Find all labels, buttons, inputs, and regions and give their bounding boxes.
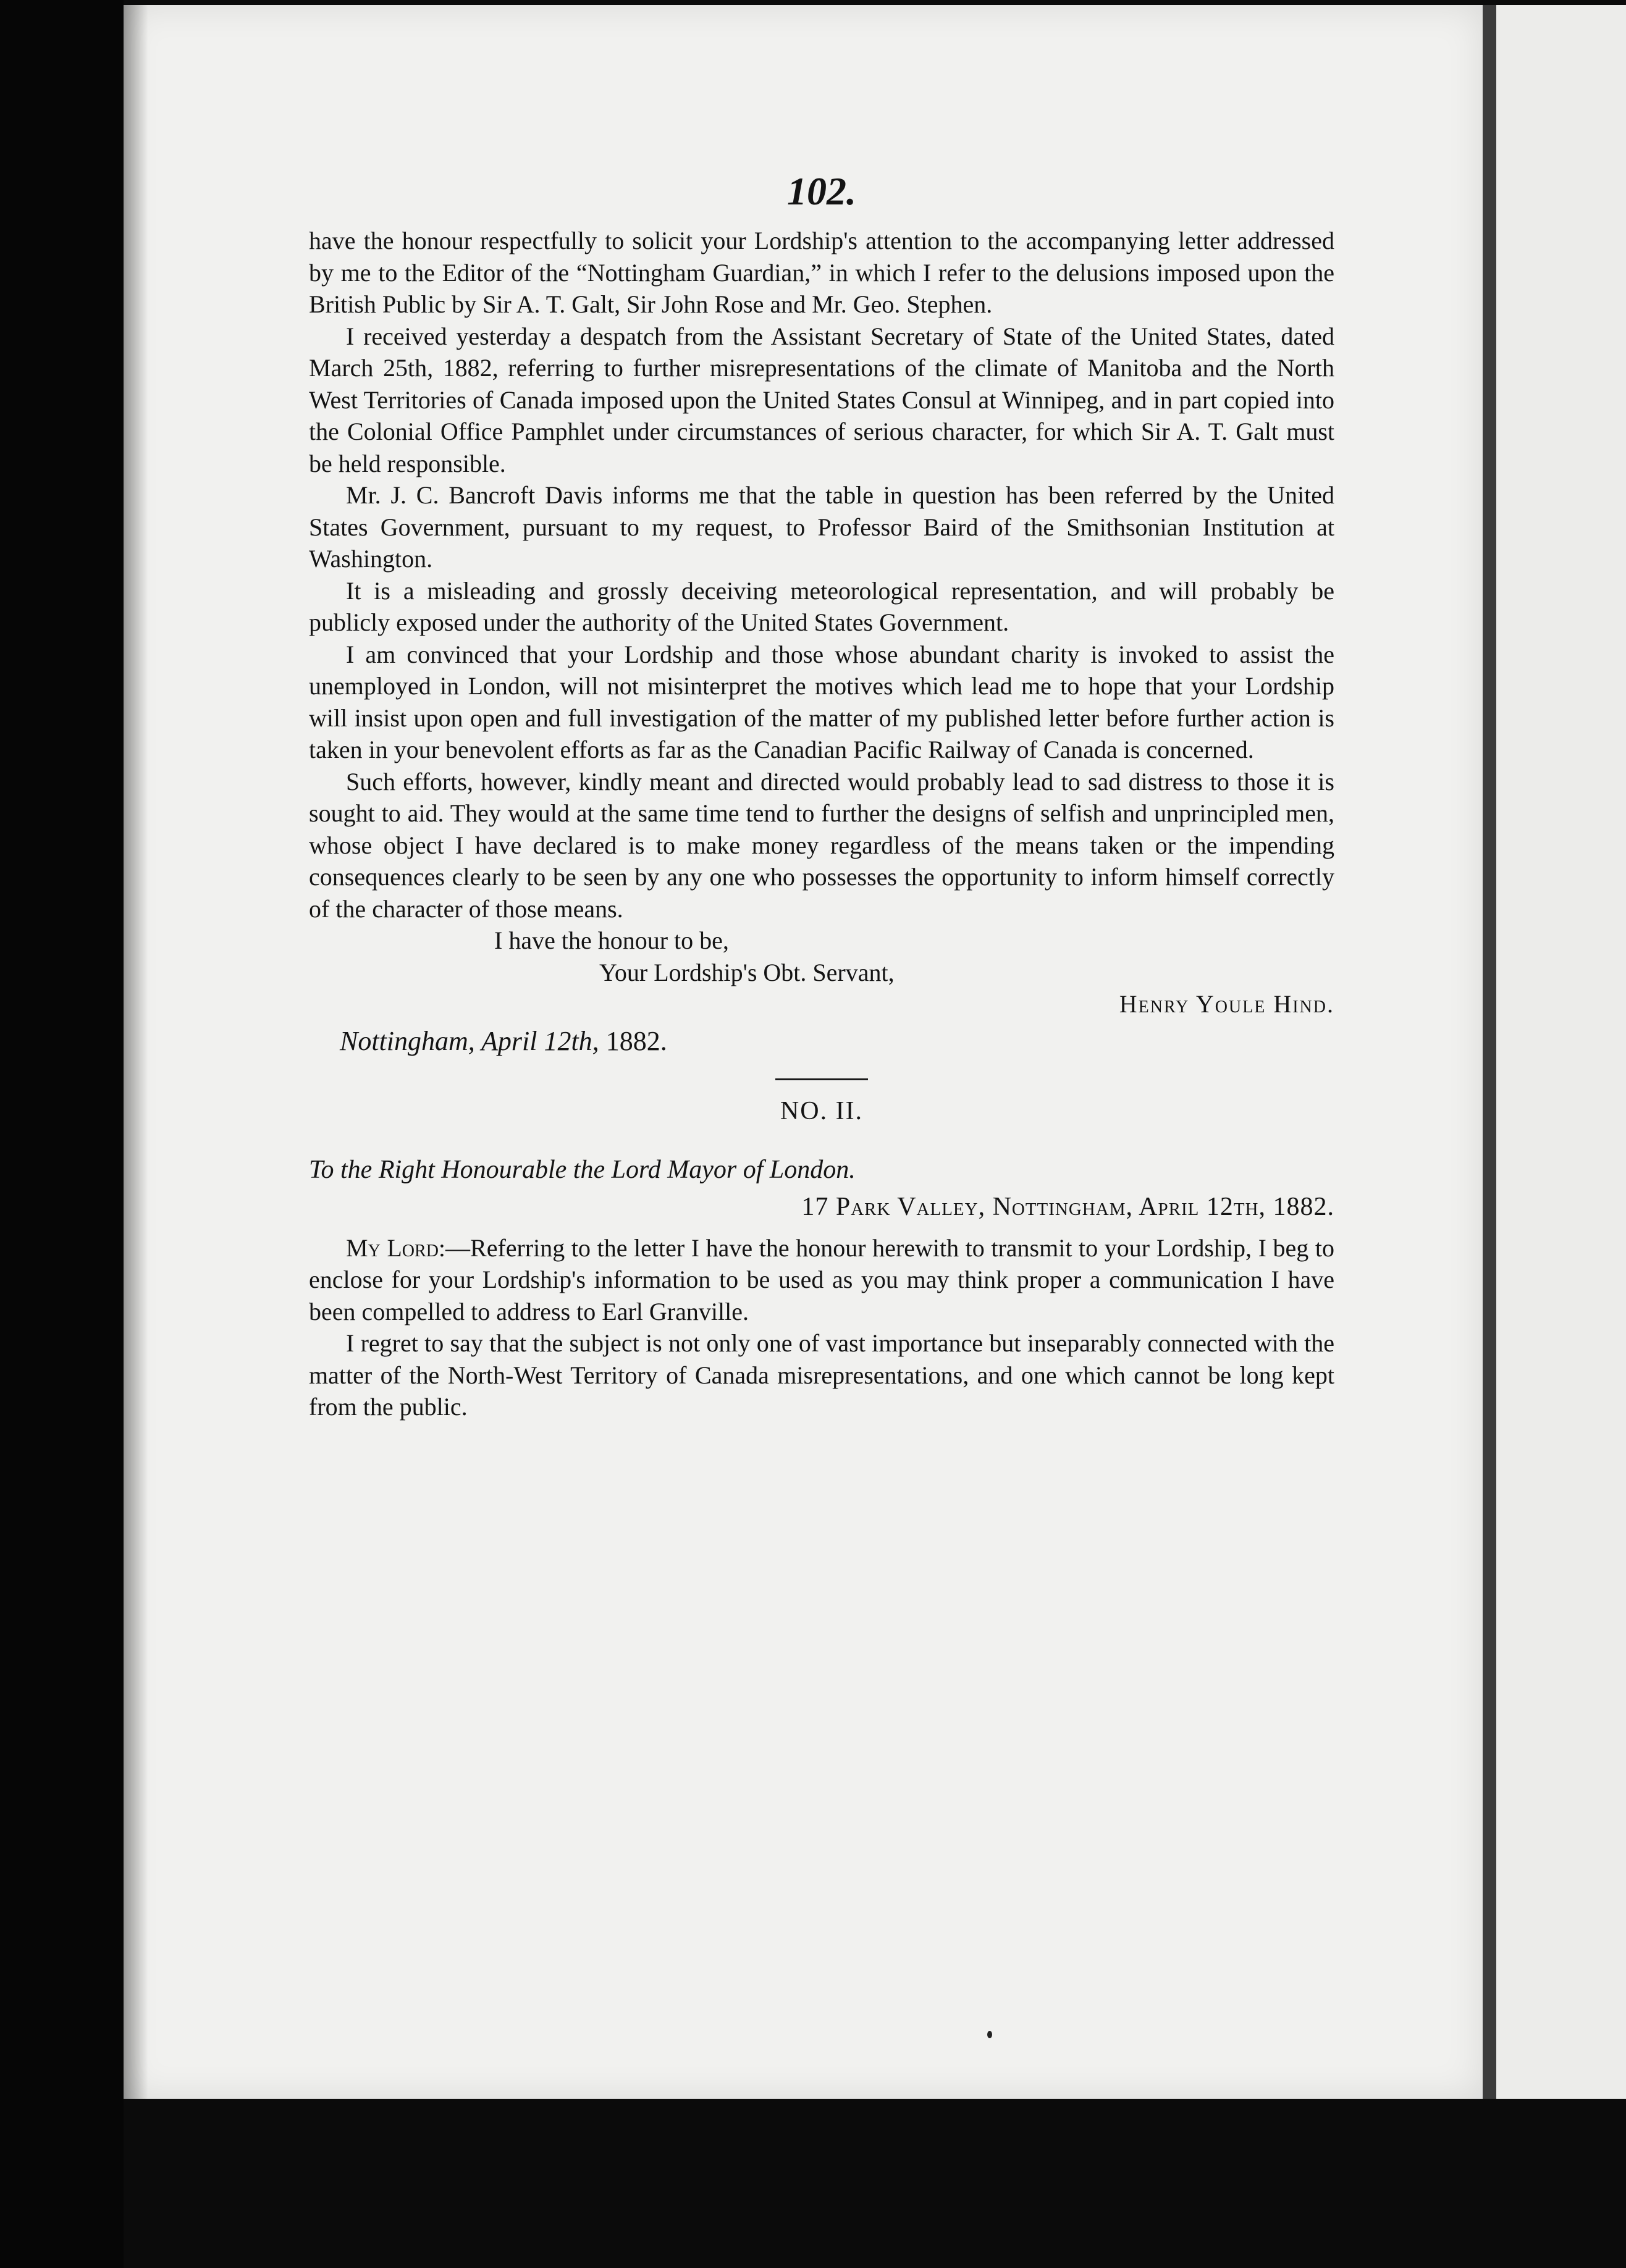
paragraph-4: It is a misleading and grossly deceiving meteorological representation, and will probably be publicly exposed under the authority of the United States Government.: [309, 576, 1334, 636]
paragraph-6: Such efforts, however, kindly meant and directed would probably lead to sad distress to those it is sought to aid. They would at the same time tend to further the designs of selfish and unprincipled men, whose object I have declared is to make money regardless of the means taken or the impending consequences clearly to be seen by any one who possesses the opportunity to inform himself correctly of the character of those means.: [309, 767, 1334, 923]
page-number: 102.: [787, 169, 856, 213]
scan-left-margin: [0, 0, 124, 2268]
place-date: [340, 1023, 1334, 1060]
salutation: My Lord: [346, 1233, 439, 1262]
letter-addressee: To the Right Honourable the Lord Mayor of London.: [309, 1155, 856, 1184]
paragraph-5: I am convinced that your Lordship and those whose abundant charity is invoked to assist the unemployed in London, will not misinterpret the motives which lead me to hope that your Lordship will insist upon open and full investigation of the matter of my published letter before further action is taken in your benevolent efforts as far as the Canadian Pacific Railway of Canada is concerned.: [309, 640, 1334, 763]
paragraph-2: I received yesterday a despatch from the Assistant Secretary of State of the United States, dated March 25th, 1882, referring to further misrepresentations of the climate of Manitoba and the North West Territories of Canada imposed upon the United States Consul at Winnipeg, and in part copied into the Colonial Office Pamphlet under circumstances of serious character, for which Sir A. T. Galt must be held responsible.: [309, 322, 1334, 477]
signature: Henry Youle Hind.: [1119, 990, 1334, 1018]
facing-page-edge: [1483, 5, 1626, 2099]
section-heading: NO. II.: [780, 1096, 864, 1125]
place-date-italic: Nottingham, April 12th,: [340, 1025, 599, 1056]
letter-address: 17 Park Valley, Nottingham, April 12th, 1882.: [801, 1192, 1334, 1221]
letter-paragraph-2: I regret to say that the subject is not only one of vast importance but inseparably connected with the matter of the North-West Territory of Canada misrepresentations, and one which cannot be long kept from the public.: [309, 1329, 1334, 1421]
letter-paragraph-1: [309, 1232, 1334, 1328]
place-date-year: 1882.: [599, 1025, 667, 1056]
closing-line-1: I have the honour to be,: [494, 926, 729, 954]
spine-shadow: [124, 5, 148, 2099]
closing-line-2: Your Lordship's Obt. Servant,: [599, 958, 895, 986]
ink-speck: [987, 2031, 992, 2038]
letter-paragraph-1-text: :—Referring to the letter I have the honour herewith to transmit to your Lordship, I beg to enclose for your Lordship's information to be used as you may think proper a communication I have been compelled to address to Earl Granville.: [309, 1233, 1334, 1325]
page-text: [309, 167, 1334, 1423]
section-divider: [775, 1078, 868, 1080]
paragraph-3: Mr. J. C. Bancroft Davis informs me that the table in question has been referred by the United States Government, pursuant to my request, to Professor Baird of the Smithsonian Institution at Washington.: [309, 481, 1334, 573]
paragraph-1: have the honour respectfully to solicit your Lordship's attention to the accompanying letter addressed by me to the Editor of the “Nottingham Guardian,” in which I refer to the delusions imposed upon the British Public by Sir A. T. Galt, Sir John Rose and Mr. Geo. Stephen.: [309, 227, 1334, 318]
